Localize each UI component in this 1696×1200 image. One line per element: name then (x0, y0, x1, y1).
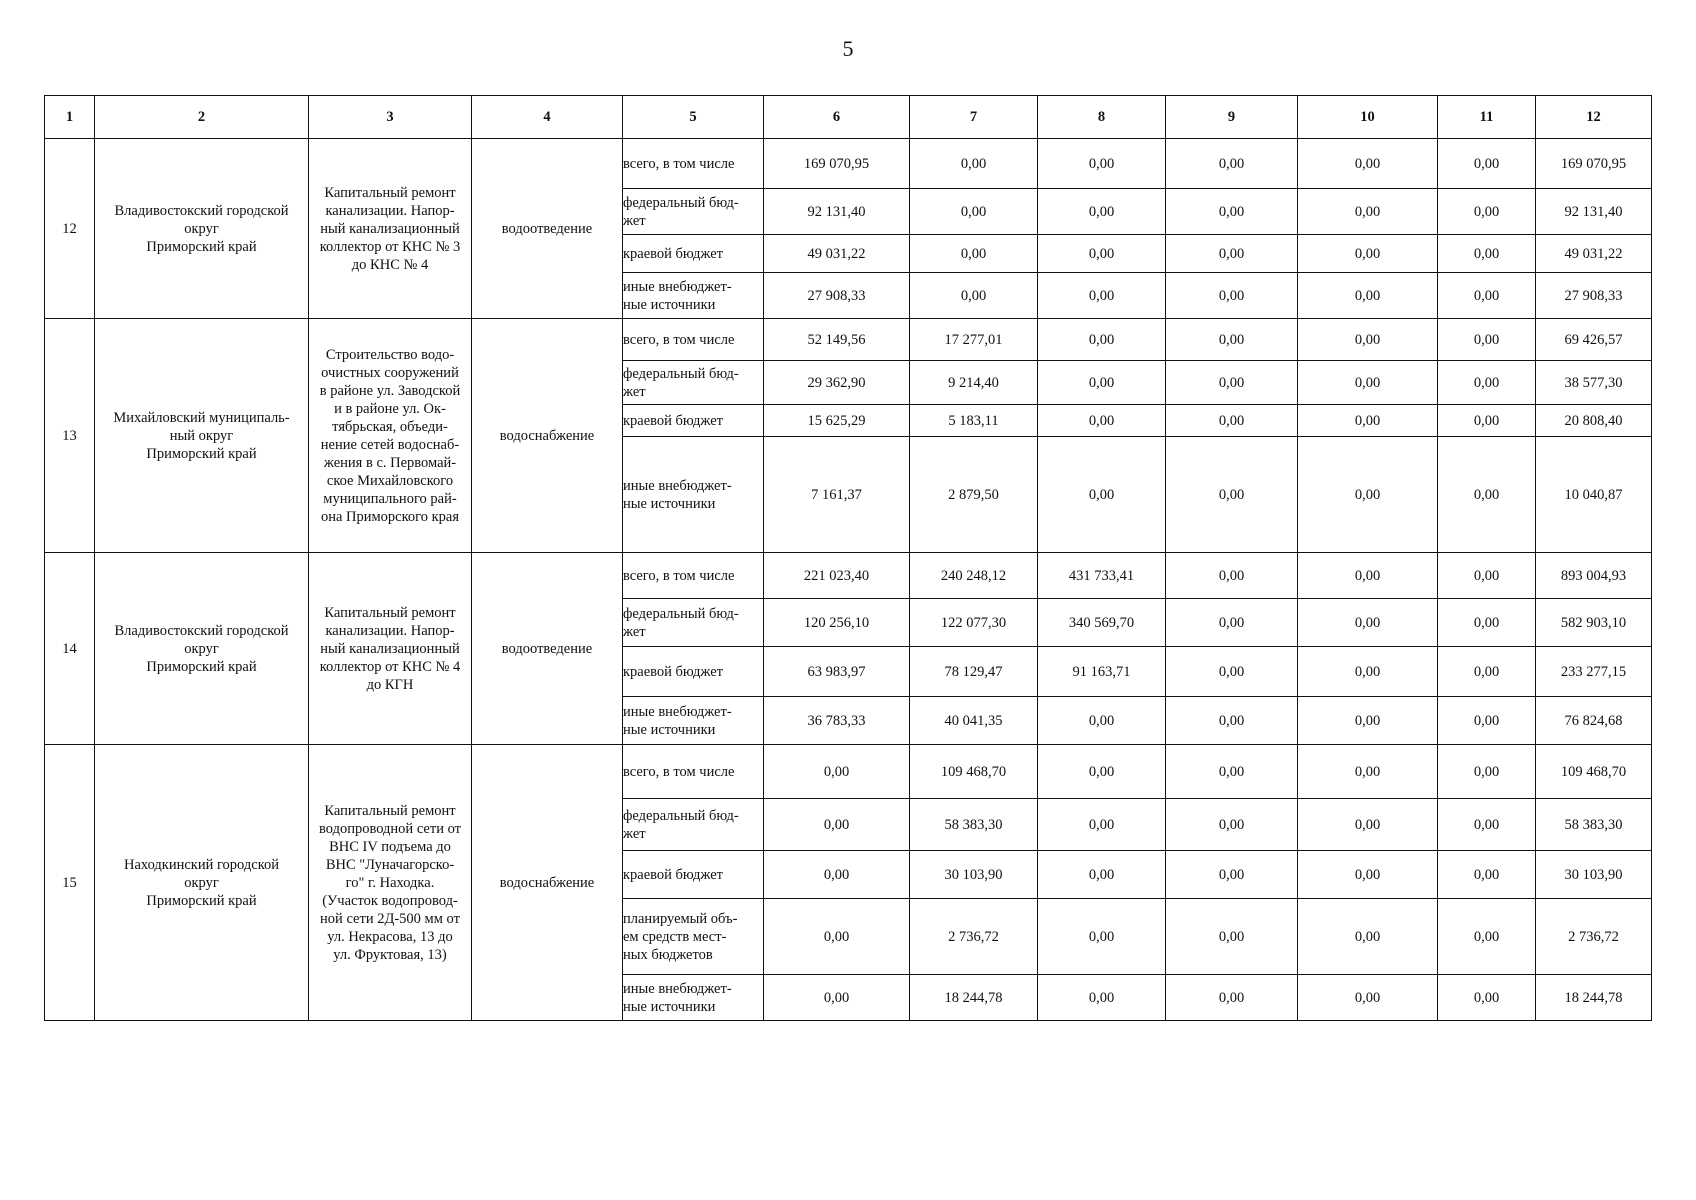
value-cell-col-11: 0,00 (1438, 647, 1536, 697)
project-line: канализации. Напор- (325, 622, 455, 639)
value-cell-col-12: 109 468,70 (1536, 745, 1652, 799)
funding-source-line: жет (623, 623, 646, 640)
value-cell-col-12: 27 908,33 (1536, 273, 1652, 319)
funding-source-line: иные внебюджет- (623, 278, 732, 295)
value-cell-col-9: 0,00 (1166, 799, 1298, 851)
project-line: жения в с. Первомай- (323, 454, 457, 471)
value-cell-col-9: 0,00 (1166, 319, 1298, 361)
value-cell-col-7: 78 129,47 (910, 647, 1038, 697)
value-cell-col-8: 0,00 (1038, 235, 1166, 273)
value-cell-col-10: 0,00 (1298, 319, 1438, 361)
funding-source-line: жет (623, 212, 646, 229)
value-cell-col-6: 0,00 (764, 851, 910, 899)
value-cell-col-9: 0,00 (1166, 899, 1298, 975)
value-cell-col-11: 0,00 (1438, 899, 1536, 975)
value-cell-col-6: 36 783,33 (764, 697, 910, 745)
funding-source-cell (623, 319, 764, 361)
value-cell-col-7: 0,00 (910, 235, 1038, 273)
header-cell-7: 7 (910, 96, 1038, 139)
table-row (45, 319, 1652, 361)
value-cell-col-7: 2 879,50 (910, 437, 1038, 553)
project-line: ул. Фруктовая, 13) (333, 946, 447, 963)
value-cell-col-11: 0,00 (1438, 273, 1536, 319)
funding-source-cell (623, 799, 764, 851)
value-cell-col-9: 0,00 (1166, 553, 1298, 599)
funding-source-cell (623, 189, 764, 235)
service-type-cell: водоснабжение (472, 319, 623, 553)
value-cell-col-10: 0,00 (1298, 899, 1438, 975)
project-line: Капитальный ремонт (324, 604, 456, 621)
funding-source-line: ных бюджетов (623, 946, 713, 963)
value-cell-col-7: 2 736,72 (910, 899, 1038, 975)
table-row (45, 553, 1652, 599)
value-cell-col-8: 91 163,71 (1038, 647, 1166, 697)
project-line: Капитальный ремонт (324, 184, 456, 201)
municipality-line: округ (184, 874, 219, 891)
municipality-line: округ (184, 220, 219, 237)
value-cell-col-9: 0,00 (1166, 361, 1298, 405)
project-line: она Приморского края (320, 508, 460, 525)
funding-source-cell (623, 553, 764, 599)
value-cell-col-11: 0,00 (1438, 975, 1536, 1021)
funding-source-line: ные источники (623, 998, 716, 1015)
value-cell-col-11: 0,00 (1438, 235, 1536, 273)
value-cell-col-8: 0,00 (1038, 975, 1166, 1021)
municipality-cell (95, 553, 309, 745)
value-cell-col-9: 0,00 (1166, 599, 1298, 647)
value-cell-col-10: 0,00 (1298, 437, 1438, 553)
project-line: нение сетей водоснаб- (320, 436, 460, 453)
funding-source-line: федеральный бюд- (623, 807, 739, 824)
value-cell-col-7: 40 041,35 (910, 697, 1038, 745)
funding-source-line: всего, в том числе (623, 331, 735, 348)
funding-source-cell (623, 437, 764, 553)
municipality-line: Михайловский муниципаль- (113, 409, 290, 426)
header-cell-4: 4 (472, 96, 623, 139)
row-number: 15 (45, 745, 95, 1021)
funding-source-cell (623, 361, 764, 405)
project-line: в районе ул. Заводской (319, 382, 461, 399)
funding-source-line: всего, в том числе (623, 567, 735, 584)
value-cell-col-7: 5 183,11 (910, 405, 1038, 437)
project-line: ный канализационный (320, 640, 460, 657)
value-cell-col-9: 0,00 (1166, 745, 1298, 799)
value-cell-col-12: 92 131,40 (1536, 189, 1652, 235)
project-line: ВНС IV подъема до (329, 838, 451, 855)
value-cell-col-10: 0,00 (1298, 405, 1438, 437)
funding-source-cell (623, 851, 764, 899)
project-line: ный канализационный (320, 220, 460, 237)
value-cell-col-9: 0,00 (1166, 697, 1298, 745)
value-cell-col-7: 18 244,78 (910, 975, 1038, 1021)
value-cell-col-12: 30 103,90 (1536, 851, 1652, 899)
funding-source-cell (623, 405, 764, 437)
project-cell (309, 319, 472, 553)
value-cell-col-6: 92 131,40 (764, 189, 910, 235)
municipality-cell (95, 745, 309, 1021)
financing-table (44, 95, 1652, 1021)
value-cell-col-11: 0,00 (1438, 599, 1536, 647)
funding-source-line: ные источники (623, 495, 716, 512)
funding-source-cell (623, 235, 764, 273)
page-number: 5 (842, 36, 854, 61)
municipality-line: Владивостокский городской (114, 622, 289, 639)
service-type-cell: водоотведение (472, 139, 623, 319)
funding-source-line: планируемый объ- (623, 910, 738, 927)
project-line: муниципального рай- (323, 490, 457, 507)
value-cell-col-11: 0,00 (1438, 189, 1536, 235)
value-cell-col-12: 582 903,10 (1536, 599, 1652, 647)
header-cell-1: 1 (45, 96, 95, 139)
value-cell-col-10: 0,00 (1298, 745, 1438, 799)
project-line: очистных сооружений (321, 364, 459, 381)
value-cell-col-9: 0,00 (1166, 975, 1298, 1021)
value-cell-col-7: 9 214,40 (910, 361, 1038, 405)
value-cell-col-9: 0,00 (1166, 437, 1298, 553)
value-cell-col-6: 29 362,90 (764, 361, 910, 405)
value-cell-col-12: 2 736,72 (1536, 899, 1652, 975)
funding-source-cell (623, 273, 764, 319)
value-cell-col-6: 0,00 (764, 975, 910, 1021)
value-cell-col-8: 0,00 (1038, 437, 1166, 553)
value-cell-col-7: 58 383,30 (910, 799, 1038, 851)
header-cell-2: 2 (95, 96, 309, 139)
value-cell-col-12: 69 426,57 (1536, 319, 1652, 361)
value-cell-col-12: 169 070,95 (1536, 139, 1652, 189)
service-type-cell: водоотведение (472, 553, 623, 745)
funding-source-cell (623, 899, 764, 975)
value-cell-col-6: 27 908,33 (764, 273, 910, 319)
table-row (45, 745, 1652, 799)
value-cell-col-10: 0,00 (1298, 235, 1438, 273)
value-cell-col-10: 0,00 (1298, 553, 1438, 599)
municipality-line: Владивостокский городской (114, 202, 289, 219)
value-cell-col-11: 0,00 (1438, 697, 1536, 745)
funding-source-line: краевой бюджет (623, 412, 723, 429)
value-cell-col-12: 38 577,30 (1536, 361, 1652, 405)
funding-source-cell (623, 647, 764, 697)
value-cell-col-8: 340 569,70 (1038, 599, 1166, 647)
value-cell-col-6: 221 023,40 (764, 553, 910, 599)
value-cell-col-6: 52 149,56 (764, 319, 910, 361)
header-row (45, 96, 1652, 139)
value-cell-col-6: 49 031,22 (764, 235, 910, 273)
value-cell-col-9: 0,00 (1166, 189, 1298, 235)
value-cell-col-12: 233 277,15 (1536, 647, 1652, 697)
value-cell-col-11: 0,00 (1438, 851, 1536, 899)
municipality-line: Приморский край (146, 892, 257, 909)
project-line: ВНС "Луначагорско- (325, 856, 455, 873)
value-cell-col-6: 120 256,10 (764, 599, 910, 647)
funding-source-line: ем средств мест- (623, 928, 727, 945)
value-cell-col-10: 0,00 (1298, 139, 1438, 189)
value-cell-col-9: 0,00 (1166, 405, 1298, 437)
project-line: до КГН (366, 676, 414, 693)
funding-source-line: иные внебюджет- (623, 703, 732, 720)
value-cell-col-8: 0,00 (1038, 273, 1166, 319)
value-cell-col-8: 0,00 (1038, 745, 1166, 799)
header-cell-3: 3 (309, 96, 472, 139)
service-type-cell: водоснабжение (472, 745, 623, 1021)
project-line: до КНС № 4 (351, 256, 429, 273)
funding-source-cell (623, 745, 764, 799)
project-line: Строительство водо- (325, 346, 455, 363)
funding-source-cell (623, 975, 764, 1021)
table-row (45, 139, 1652, 189)
project-line: ское Михайловского (326, 472, 454, 489)
value-cell-col-10: 0,00 (1298, 647, 1438, 697)
funding-source-line: федеральный бюд- (623, 605, 739, 622)
funding-source-line: всего, в том числе (623, 763, 735, 780)
municipality-line: Приморский край (146, 658, 257, 675)
funding-source-line: иные внебюджет- (623, 477, 732, 494)
row-number: 12 (45, 139, 95, 319)
value-cell-col-8: 0,00 (1038, 189, 1166, 235)
project-line: канализации. Напор- (325, 202, 455, 219)
value-cell-col-12: 49 031,22 (1536, 235, 1652, 273)
value-cell-col-11: 0,00 (1438, 437, 1536, 553)
value-cell-col-9: 0,00 (1166, 851, 1298, 899)
funding-source-line: краевой бюджет (623, 245, 723, 262)
value-cell-col-10: 0,00 (1298, 599, 1438, 647)
row-number: 14 (45, 553, 95, 745)
project-cell (309, 139, 472, 319)
funding-source-line: федеральный бюд- (623, 365, 739, 382)
funding-source-line: жет (623, 825, 646, 842)
value-cell-col-7: 17 277,01 (910, 319, 1038, 361)
value-cell-col-8: 0,00 (1038, 799, 1166, 851)
value-cell-col-8: 0,00 (1038, 899, 1166, 975)
municipality-cell (95, 139, 309, 319)
value-cell-col-7: 240 248,12 (910, 553, 1038, 599)
value-cell-col-7: 0,00 (910, 189, 1038, 235)
value-cell-col-12: 58 383,30 (1536, 799, 1652, 851)
header-cell-10: 10 (1298, 96, 1438, 139)
value-cell-col-12: 20 808,40 (1536, 405, 1652, 437)
funding-source-line: федеральный бюд- (623, 194, 739, 211)
value-cell-col-7: 0,00 (910, 273, 1038, 319)
project-line: водопроводной сети от (319, 820, 461, 837)
project-line: (Участок водопровод- (322, 892, 458, 909)
value-cell-col-8: 0,00 (1038, 139, 1166, 189)
project-line: ной сети 2Д-500 мм от (320, 910, 460, 927)
funding-source-line: краевой бюджет (623, 866, 723, 883)
value-cell-col-9: 0,00 (1166, 139, 1298, 189)
value-cell-col-11: 0,00 (1438, 405, 1536, 437)
value-cell-col-6: 0,00 (764, 799, 910, 851)
value-cell-col-12: 18 244,78 (1536, 975, 1652, 1021)
project-line: тябрьская, объеди- (332, 418, 448, 435)
value-cell-col-9: 0,00 (1166, 647, 1298, 697)
value-cell-col-6: 0,00 (764, 899, 910, 975)
municipality-line: округ (184, 640, 219, 657)
municipality-cell (95, 319, 309, 553)
value-cell-col-7: 122 077,30 (910, 599, 1038, 647)
header-cell-6: 6 (764, 96, 910, 139)
funding-source-line: иные внебюджет- (623, 980, 732, 997)
value-cell-col-10: 0,00 (1298, 697, 1438, 745)
funding-source-line: ные источники (623, 296, 716, 313)
funding-source-line: краевой бюджет (623, 663, 723, 680)
project-line: коллектор от КНС № 4 (319, 658, 461, 675)
project-line: коллектор от КНС № 3 (319, 238, 461, 255)
header-cell-5: 5 (623, 96, 764, 139)
value-cell-col-7: 109 468,70 (910, 745, 1038, 799)
value-cell-col-8: 431 733,41 (1038, 553, 1166, 599)
value-cell-col-11: 0,00 (1438, 745, 1536, 799)
value-cell-col-10: 0,00 (1298, 799, 1438, 851)
funding-source-cell (623, 139, 764, 189)
value-cell-col-6: 169 070,95 (764, 139, 910, 189)
value-cell-col-11: 0,00 (1438, 139, 1536, 189)
header-cell-12: 12 (1536, 96, 1652, 139)
header-cell-11: 11 (1438, 96, 1536, 139)
value-cell-col-10: 0,00 (1298, 975, 1438, 1021)
value-cell-col-8: 0,00 (1038, 405, 1166, 437)
funding-source-line: всего, в том числе (623, 155, 735, 172)
municipality-line: Находкинский городской (123, 856, 280, 873)
funding-source-cell (623, 599, 764, 647)
value-cell-col-9: 0,00 (1166, 235, 1298, 273)
value-cell-col-12: 893 004,93 (1536, 553, 1652, 599)
value-cell-col-10: 0,00 (1298, 273, 1438, 319)
value-cell-col-12: 10 040,87 (1536, 437, 1652, 553)
header-cell-9: 9 (1166, 96, 1298, 139)
value-cell-col-11: 0,00 (1438, 553, 1536, 599)
value-cell-col-6: 0,00 (764, 745, 910, 799)
project-line: ул. Некрасова, 13 до (327, 928, 453, 945)
project-cell (309, 553, 472, 745)
project-line: и в районе ул. Ок- (334, 400, 446, 417)
funding-source-cell (623, 697, 764, 745)
project-line: Капитальный ремонт (324, 802, 456, 819)
value-cell-col-12: 76 824,68 (1536, 697, 1652, 745)
header-cell-8: 8 (1038, 96, 1166, 139)
value-cell-col-9: 0,00 (1166, 273, 1298, 319)
value-cell-col-11: 0,00 (1438, 319, 1536, 361)
value-cell-col-6: 7 161,37 (764, 437, 910, 553)
value-cell-col-11: 0,00 (1438, 361, 1536, 405)
value-cell-col-11: 0,00 (1438, 799, 1536, 851)
value-cell-col-6: 15 625,29 (764, 405, 910, 437)
value-cell-col-10: 0,00 (1298, 361, 1438, 405)
row-number: 13 (45, 319, 95, 553)
value-cell-col-8: 0,00 (1038, 697, 1166, 745)
value-cell-col-10: 0,00 (1298, 189, 1438, 235)
project-line: го" г. Находка. (345, 874, 435, 891)
value-cell-col-6: 63 983,97 (764, 647, 910, 697)
funding-source-line: жет (623, 383, 646, 400)
value-cell-col-8: 0,00 (1038, 361, 1166, 405)
value-cell-col-7: 30 103,90 (910, 851, 1038, 899)
municipality-line: ный округ (169, 427, 234, 444)
funding-source-line: ные источники (623, 721, 716, 738)
value-cell-col-8: 0,00 (1038, 319, 1166, 361)
municipality-line: Приморский край (146, 238, 257, 255)
value-cell-col-8: 0,00 (1038, 851, 1166, 899)
value-cell-col-7: 0,00 (910, 139, 1038, 189)
value-cell-col-10: 0,00 (1298, 851, 1438, 899)
municipality-line: Приморский край (146, 445, 257, 462)
project-cell (309, 745, 472, 1021)
